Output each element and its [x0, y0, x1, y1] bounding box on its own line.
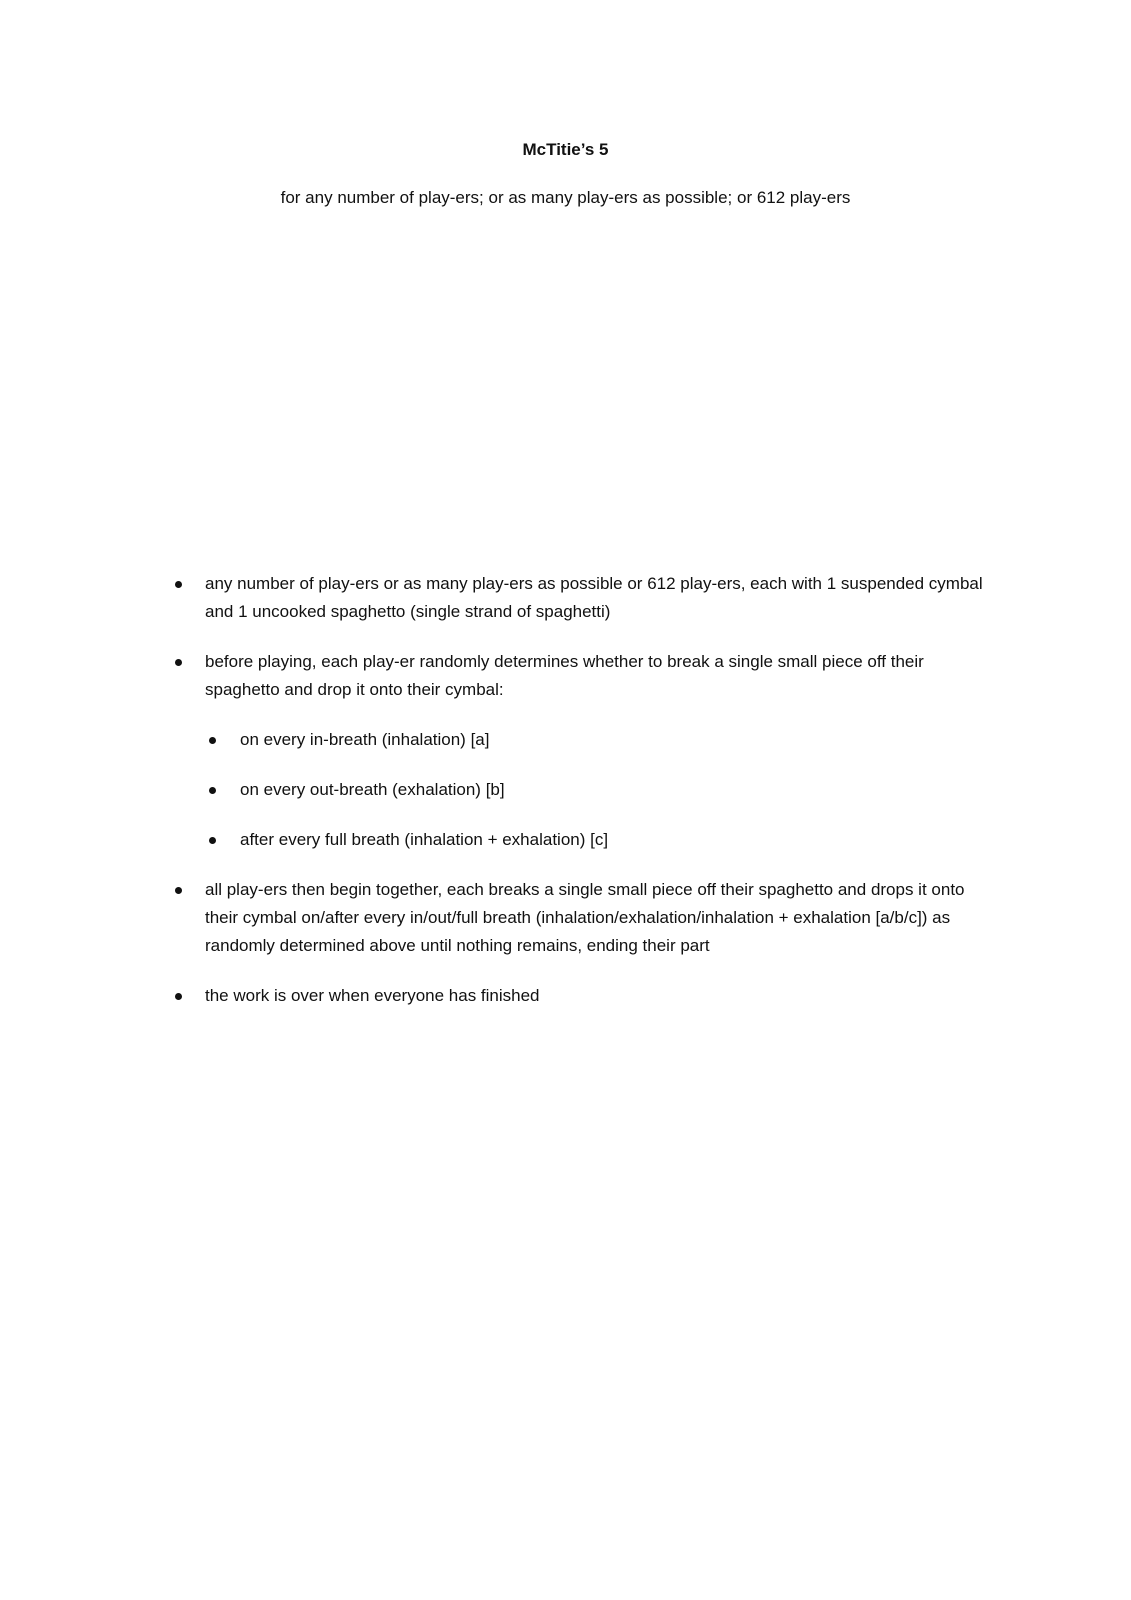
- sub-list-item: [175, 776, 995, 804]
- bullet-icon: [175, 659, 182, 666]
- list-item-text: on every in-breath (inhalation) [a]: [240, 730, 490, 749]
- sub-list-item: [175, 826, 995, 854]
- list-item: [175, 876, 995, 960]
- instruction-list: [175, 570, 995, 1032]
- list-item-text: before playing, each play-er randomly determines whether to break a single small piece off their spaghetto and drop it onto their cymbal:: [205, 652, 924, 699]
- list-item-text: any number of play-ers or as many play-ers as possible or 612 play-ers, each with 1 suspended cymbal and 1 uncooked spaghetto (single strand of spaghetti): [205, 574, 983, 621]
- bullet-icon: [209, 737, 216, 744]
- bullet-icon: [209, 837, 216, 844]
- bullet-icon: [175, 581, 182, 588]
- list-item: [175, 982, 995, 1010]
- list-item: [175, 570, 995, 626]
- document-subtitle: for any number of play-ers; or as many play-ers as possible; or 612 play-ers: [280, 188, 851, 207]
- bullet-icon: [175, 887, 182, 894]
- document-title: McTitie’s 5: [522, 140, 609, 159]
- list-item-text: after every full breath (inhalation + exhalation) [c]: [240, 830, 609, 849]
- list-item: [175, 648, 995, 704]
- list-item-text: the work is over when everyone has finished: [205, 986, 540, 1005]
- list-item-text: all play-ers then begin together, each breaks a single small piece off their spaghetto and drops it onto their cymbal on/after every in/out/full breath (inhalation/exhalation/inhalation + exhalation [a/b/c]) as randomly determined above until nothing remains, ending their part: [205, 880, 965, 955]
- bullet-icon: [175, 993, 182, 1000]
- bullet-icon: [209, 787, 216, 794]
- sub-list-item: [175, 726, 995, 754]
- list-item-text: on every out-breath (exhalation) [b]: [240, 780, 505, 799]
